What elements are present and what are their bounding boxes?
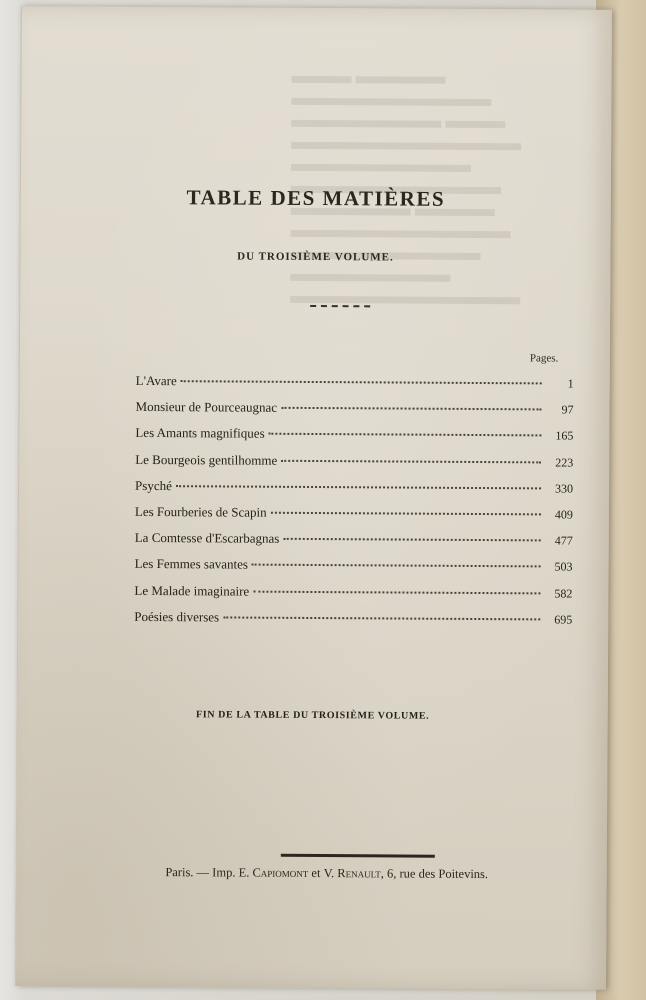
toc-entry-title: Psyché — [135, 477, 172, 493]
toc-entry — [135, 530, 573, 559]
toc-entry — [135, 451, 573, 480]
leader-dots — [269, 433, 542, 437]
table-of-contents — [134, 373, 574, 638]
toc-entry-title: Monsieur de Pourceaugnac — [135, 399, 278, 415]
toc-entry — [135, 425, 573, 454]
book-page — [15, 6, 612, 990]
imprint-prefix: Paris. — Imp. — [165, 865, 239, 880]
end-of-table-note: FIN DE LA TABLE DU TROISIÈME VOLUME. — [196, 709, 430, 722]
imprint-suffix: , 6, rue des Poitevins. — [380, 866, 489, 882]
leader-dots — [223, 616, 540, 620]
page-title: TABLE DES MATIÈRES — [186, 185, 446, 211]
toc-entry — [135, 478, 573, 507]
toc-entry-title: Les Amants magnifiques — [135, 425, 265, 442]
toc-entry-page: 503 — [554, 559, 573, 574]
toc-entry — [134, 582, 572, 611]
toc-entry — [135, 504, 573, 533]
toc-entry — [136, 373, 574, 402]
toc-entry-title: Les Femmes savantes — [134, 556, 249, 572]
toc-entry-page: 97 — [561, 402, 574, 417]
leader-dots — [253, 590, 540, 594]
toc-entry-page: 223 — [555, 455, 574, 470]
toc-entry-page: 330 — [555, 481, 574, 496]
toc-entry-title: Le Malade imaginaire — [134, 582, 250, 599]
imprint-printer-2: V. Renault — [323, 866, 381, 881]
toc-entry-title: L'Avare — [135, 372, 177, 389]
toc-entry-page: 477 — [554, 533, 573, 548]
toc-entry — [134, 556, 572, 585]
leader-dots — [252, 564, 541, 568]
leader-dots — [176, 485, 541, 489]
imprint-and: et — [308, 865, 324, 881]
leader-dots — [181, 380, 542, 384]
page-subtitle: DU TROISIÈME VOLUME. — [237, 250, 394, 264]
toc-entry-page: 409 — [554, 507, 573, 522]
pages-column-header: Pages. — [529, 352, 559, 365]
toc-entry — [134, 609, 572, 638]
toc-entry-title: La Comtesse d'Escarbagnas — [134, 530, 280, 546]
imprint-printer-1: E. Capiomont — [238, 865, 309, 880]
leader-dots — [281, 407, 541, 411]
toc-entry-page: 695 — [554, 612, 573, 627]
toc-entry-page: 1 — [567, 376, 574, 391]
dashed-rule — [310, 305, 370, 307]
bleed-through-text — [290, 68, 592, 370]
toc-entry-title: Les Fourberies de Scapin — [134, 503, 267, 520]
toc-entry-title: Le Bourgeois gentilhomme — [135, 451, 278, 468]
toc-entry — [135, 399, 573, 428]
printer-imprint — [17, 864, 607, 883]
leader-dots — [271, 512, 541, 516]
toc-entry-page: 165 — [555, 428, 574, 443]
leader-dots — [281, 459, 541, 463]
toc-entry-page: 582 — [554, 585, 573, 601]
leader-dots — [283, 538, 540, 542]
solid-rule — [281, 854, 435, 858]
toc-entry-title: Poésies diverses — [134, 608, 220, 625]
